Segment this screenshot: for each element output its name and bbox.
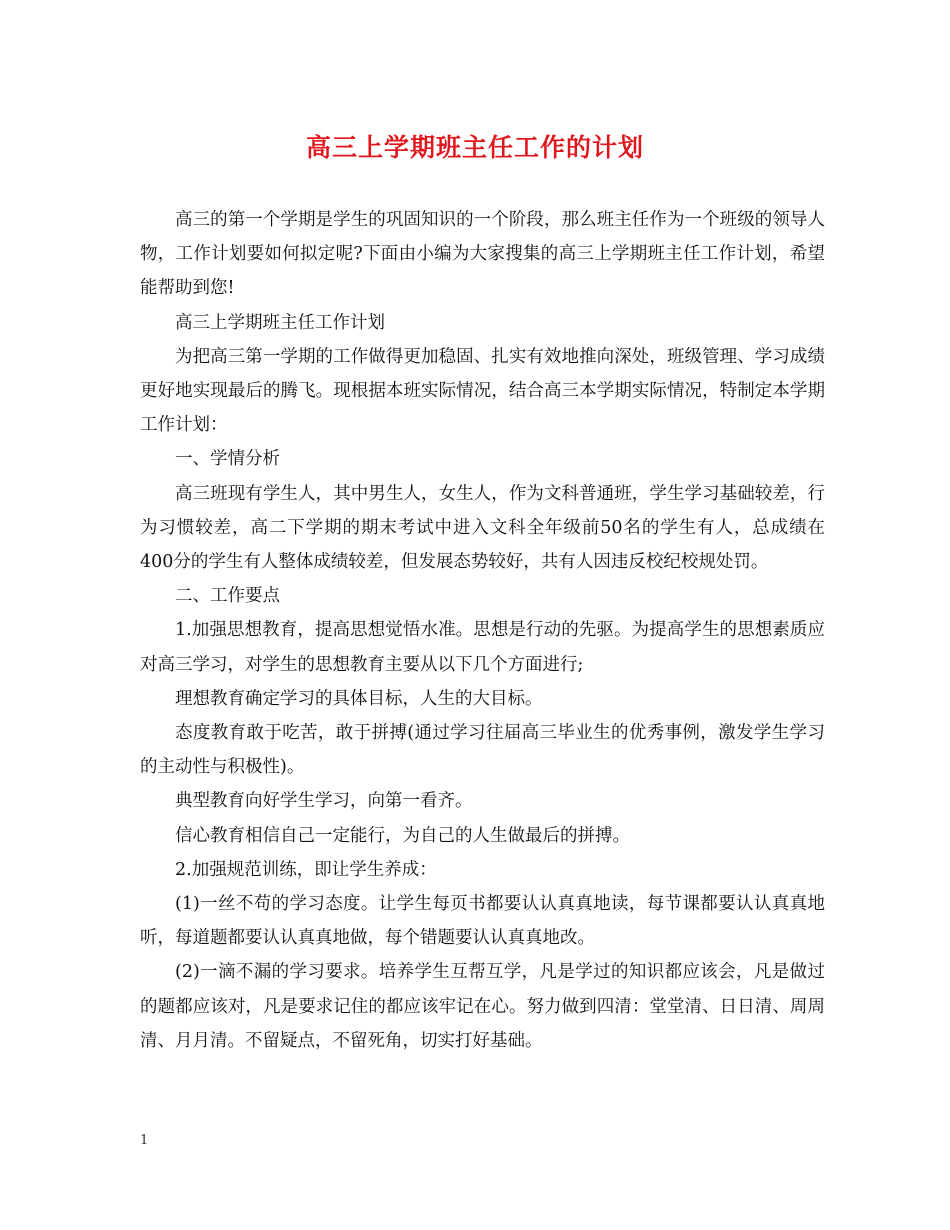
- paragraph-analysis: 高三班现有学生人，其中男生人，女生人，作为文科普通班，学生学习基础较差，行为习惯较差，高二下学期的期末考试中进入文科全年级前50名的学生有人，总成绩在400分的学生有人整体成绩较差，但发展态势较好，共有人因违反校纪校规处罚。: [140, 483, 825, 573]
- paragraph-item-2: (2)一滴不漏的学习要求。培养学生互帮互学，凡是学过的知识都应该会，凡是做过的题都应该对，凡是要求记住的都应该牢记在心。努力做到四清：堂堂清、日日清、周周清、月月清。不留疑点，不留死角，切实打好基础。: [140, 962, 825, 1051]
- section-heading-key-points: 二、工作要点: [175, 586, 280, 607]
- paragraph-attitude-education: 态度教育敢于吃苦，敢于拼搏(通过学习往届高三毕业生的优秀事例，激发学生学习的主动性与积极性)。: [140, 723, 825, 778]
- document-title: 高三上学期班主任工作的计划: [305, 133, 644, 162]
- paragraph-item-1: (1)一丝不苟的学习态度。让学生每页书都要认认真真地读，每节课都要认认真真地听，每道题都要认认真真地做，每个错题要认认真真地改。: [140, 894, 825, 949]
- document-body: [140, 203, 825, 1058]
- section-heading-analysis: 一、学情分析: [175, 449, 280, 470]
- page-number: 1: [140, 1133, 149, 1148]
- paragraph-confidence-education: 信心教育相信自己一定能行，为自己的人生做最后的拼搏。: [175, 825, 630, 846]
- paragraph-subtitle: 高三上学期班主任工作计划: [175, 312, 385, 333]
- paragraph-ideal-education: 理想教育确定学习的具体目标，人生的大目标。: [175, 688, 543, 709]
- paragraph-model-education: 典型教育向好学生学习，向第一看齐。: [175, 791, 473, 812]
- paragraph-intro: 高三的第一个学期是学生的巩固知识的一个阶段，那么班主任作为一个班级的领导人物，工作计划要如何拟定呢?下面由小编为大家搜集的高三上学期班主任工作计划，希望能帮助到您!: [140, 210, 825, 299]
- paragraph-point-2: 2.加强规范训练，即让学生养成：: [175, 859, 437, 880]
- paragraph-point-1: 1.加强思想教育，提高思想觉悟水准。思想是行动的先驱。为提高学生的思想素质应对高三学习，对学生的思想教育主要从以下几个方面进行;: [140, 620, 825, 675]
- paragraph-purpose: 为把高三第一学期的工作做得更加稳固、扎实有效地推向深处，班级管理、学习成绩更好地实现最后的腾飞。现根据本班实际情况，结合高三本学期实际情况，特制定本学期工作计划：: [140, 346, 825, 436]
